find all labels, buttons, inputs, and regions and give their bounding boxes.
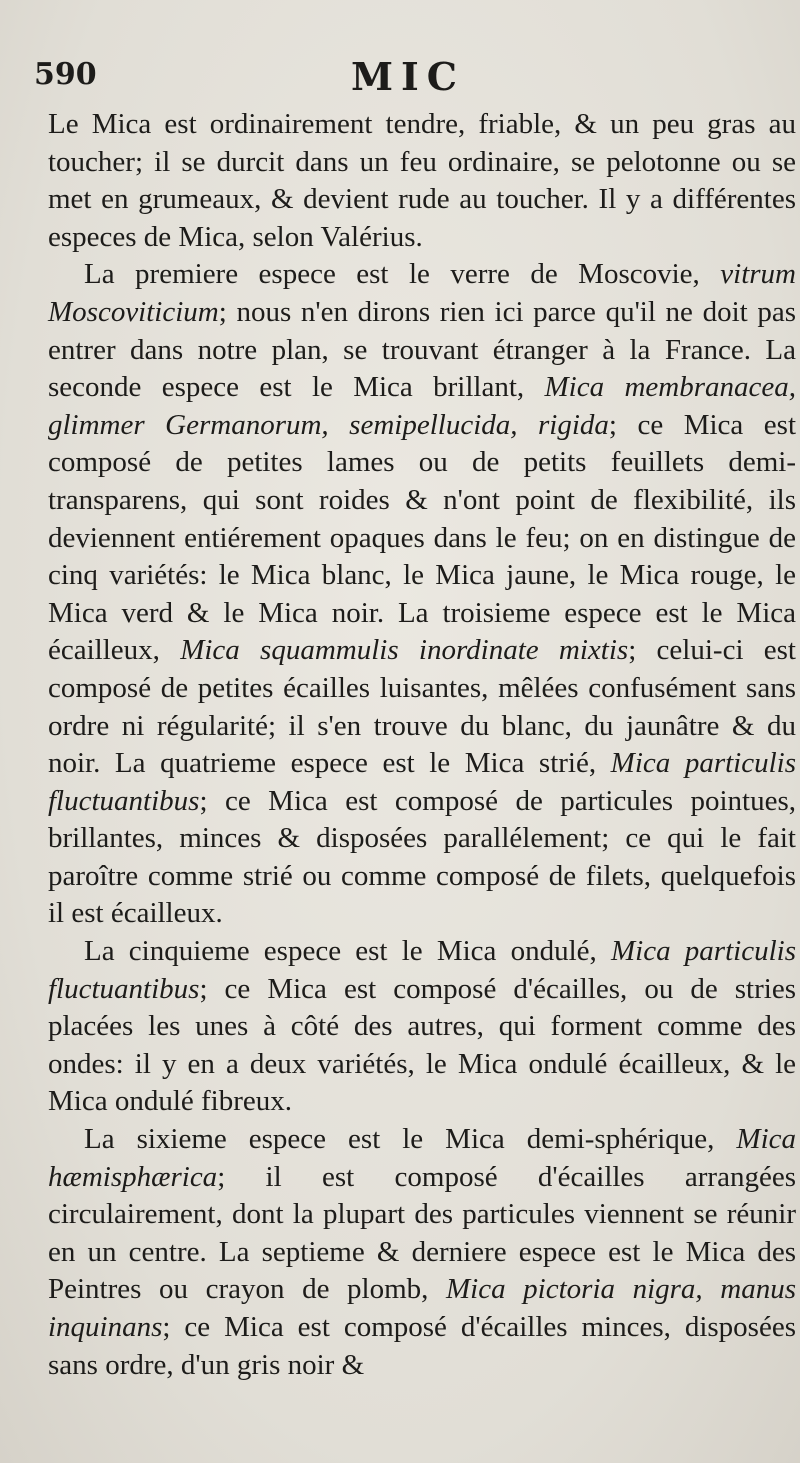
text-segment: La premiere espece est le verre de Moscovie, <box>84 258 721 291</box>
text-segment: La cinquieme espece est le Mica ondulé, <box>84 935 612 968</box>
page-header <box>34 0 782 99</box>
text-segment: Le Mica est ordinairement tendre, friable, & un peu gras au toucher; il se durcit dans un feu ordinaire, se pelotonne ou se met en grumeaux, & devient rude au toucher. Il y a différentes especes de Mica, selon Valérius. <box>48 108 796 253</box>
text-segment: ; ce Mica est composé d'écailles minces, disposées sans ordre, d'un gris noir & <box>48 1311 796 1381</box>
text-segment: ; il est composé d'écailles arrangées circulairement, dont la plupart des particules viennent se réunir en un centre. La septieme & derniere espece est le Mica des Peintres ou crayon de plomb, <box>48 1160 796 1306</box>
latin-term: Mica particulis fluctuantibus <box>48 935 796 1005</box>
latin-term: Mica squammulis inordinate mixtis <box>180 634 629 667</box>
paragraph <box>48 1121 796 1384</box>
paragraph <box>48 106 796 256</box>
latin-term: Mica hæmisphærica <box>48 1123 796 1193</box>
latin-term: Mica membranacea, glimmer Germanorum, semipellucida, rigida <box>48 371 796 441</box>
latin-term: Mica particulis fluctuantibus <box>48 747 797 817</box>
text-segment: ; nous n'en dirons rien ici parce qu'il ne doit pas entrer dans notre plan, se trouvant étranger à la France. La seconde espece est le Mica brillant, <box>48 295 796 404</box>
paragraph <box>48 256 796 933</box>
text-segment: ; ce Mica est composé de particules pointues, brillantes, minces & disposées parallélement; ce qui le fait paroître comme strié ou comme composé de filets, quelquefois il est écailleux. <box>48 784 796 930</box>
body-text <box>48 106 796 1384</box>
text-segment: ; celui-ci est composé de petites écailles luisantes, mêlées confusément sans ordre ni régularité; il s'en trouve du blanc, du jaunâtre & du noir. La quatrieme espece est le Mica strié, <box>48 634 796 780</box>
text-segment: ; ce Mica est composé d'écailles, ou de stries placées les unes à côté des autres, qui forment comme des ondes: il y en a deux variétés, le Mica ondulé écailleux, & le Mica ondulé fibreux. <box>48 972 796 1118</box>
page-number: 590 <box>34 57 97 92</box>
text-segment: La sixieme espece est le Mica demi-sphérique, <box>84 1123 737 1156</box>
running-head: MIC <box>350 54 466 99</box>
latin-term: vitrum Moscoviticium <box>48 258 796 328</box>
paragraph <box>48 933 796 1121</box>
latin-term: Mica pictoria nigra, manus inquinans <box>48 1273 796 1343</box>
text-segment: ; ce Mica est composé de petites lames ou de petits feuillets demi-transparens, qui sont roides & n'ont point de flexibilité, ils deviennent entiérement opaques dans le feu; on en distingue de cinq variétés: le Mica blanc, le Mica jaune, le Mica rouge, le Mica verd & le Mica noir. La troisieme espece est le Mica écailleux, <box>48 408 796 667</box>
